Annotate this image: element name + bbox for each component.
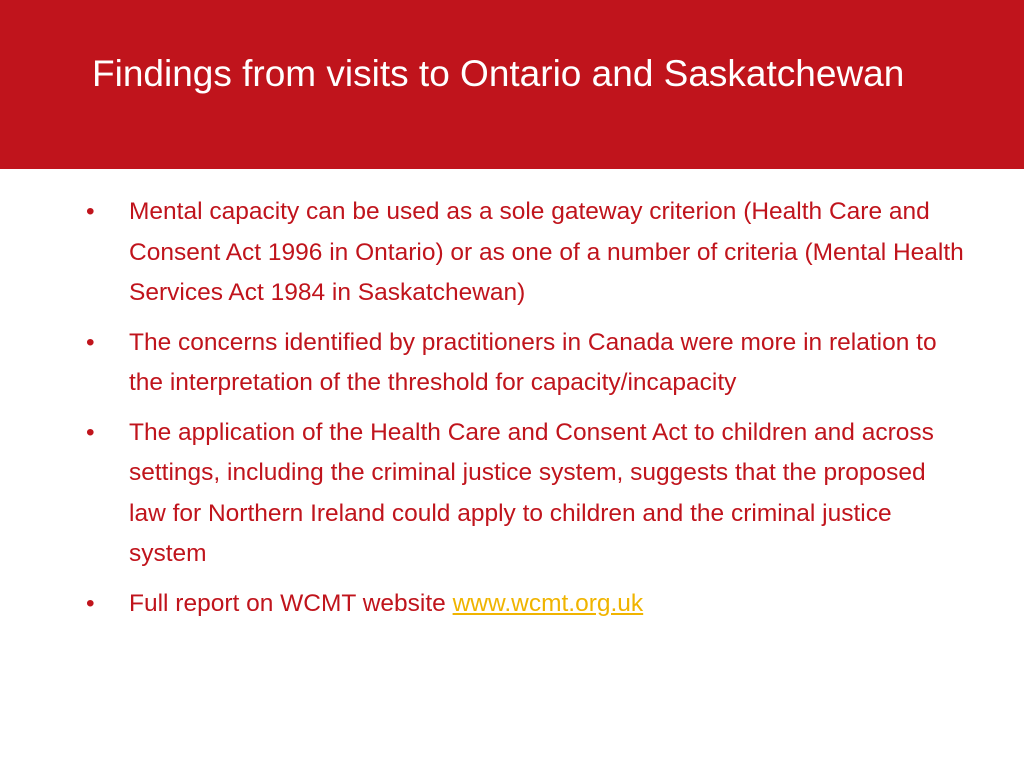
bullet-text: The application of the Health Care and Consent Act to children and across settings, including the criminal justice system, suggests that the proposed law for Northern Ireland could apply to children and the criminal justice system	[129, 418, 934, 567]
bullet-marker: •	[86, 589, 95, 617]
bullet-marker: •	[86, 418, 95, 446]
bullet-item-full-report	[86, 584, 966, 625]
bullet-text: The concerns identified by practitioners in Canada were more in relation to the interpretation of the threshold for capacity/incapacity	[129, 328, 937, 396]
wcmt-website-link[interactable]: www.wcmt.org.uk	[452, 589, 644, 617]
bullet-item-mental-capacity	[86, 192, 966, 314]
title-band	[0, 0, 1024, 169]
bullet-text: Mental capacity can be used as a sole gateway criterion (Health Care and Consent Act 1996 in Ontario) or as one of a number of criteria (Mental Health Services Act 1984 in Saskatchewan)	[129, 198, 964, 306]
bullet-item-concerns	[86, 323, 966, 404]
bullet-marker: •	[86, 198, 95, 225]
bullet-list	[86, 192, 966, 633]
bullet-text: Full report on WCMT website	[129, 589, 453, 617]
bullet-item-application	[86, 413, 966, 575]
bullet-marker: •	[86, 328, 95, 356]
slide-title: Findings from visits to Ontario and Saskatchewan	[92, 53, 905, 94]
